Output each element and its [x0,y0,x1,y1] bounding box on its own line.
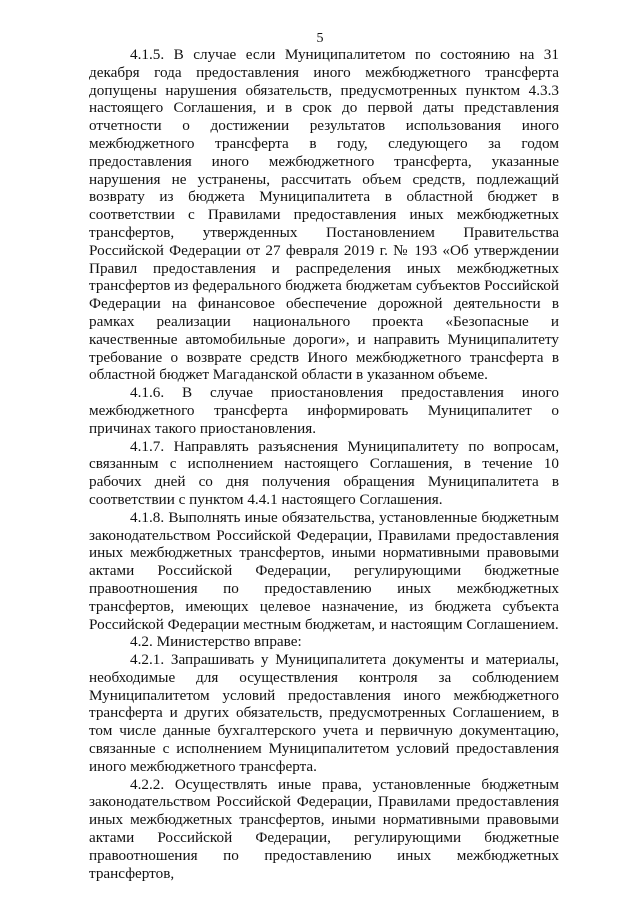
paragraph-4-1-6: 4.1.6. В случае приостановления предоставления иного межбюджетного трансферта информировать Муниципалитет о причинах такого приостановления. [89,384,559,437]
paragraph-4-2-1: 4.2.1. Запрашивать у Муниципалитета документы и материалы, необходимые для осуществления контроля за соблюдением Муниципалитетом условий предоставления иного межбюджетного трансферта и других обязательств, предусмотренных Соглашением, в том числе данные бухгалтерского учета и первичную документацию, связанные с исполнением Муниципалитетом условий предоставления иного межбюджетного трансферта. [89,651,559,775]
paragraph-4-2: 4.2. Министерство вправе: [130,633,302,651]
paragraph-4-1-7: 4.1.7. Направлять разъяснения Муниципалитету по вопросам, связанным с исполнением настоящего Соглашения, в течение 10 рабочих дней со дня получения обращения Муниципалитета в соответствии с пунктом 4.4.1 настоящего Соглашения. [89,437,559,508]
paragraph-4-2-2: 4.2.2. Осуществлять иные права, установленные бюджетным законодательством Российской Федерации, Правилами предоставления иных межбюджетных трансфертов, иными нормативными правовыми актами Российской Федерации, регулирующими бюджетные правоотношения по предоставлению иных межбюджетных трансфертов, [89,775,559,882]
paragraph-4-1-8: 4.1.8. Выполнять иные обязательства, установленные бюджетным законодательством Российской Федерации, Правилами предоставления иных межбюджетных трансфертов, иными нормативными правовыми актами Российской Федерации, регулирующими бюджетные правоотношения по предоставлению иных межбюджетных трансфертов, имеющих целевое назначение, из бюджета субъекта Российской Федерации местным бюджетам, и настоящим Соглашением. [89,508,559,633]
paragraph-4-1-5: 4.1.5. В случае если Муниципалитетом по состоянию на 31 декабря года предоставления иного межбюджетного трансферта допущены нарушения обязательств, предусмотренных пунктом 4.3.3 настоящего Соглашения, и в срок до первой даты представления отчетности о достижении результатов использования иного межбюджетного трансферта в году, следующего за годом предоставления иного межбюджетного трансферта, указанные нарушения не устранены, рассчитать объем средств, подлежащий возврату из бюджета Муниципалитета в областной бюджет в соответствии с Правилами предоставления иных межбюджетных трансфертов, утвержденных Постановлением Правительства Российской Федерации от 27 февраля 2019 г. № 193 «Об утверждении Правил предоставления и распределения иных межбюджетных трансфертов из федерального бюджета бюджетам субъектов Российской Федерации на финансовое обеспечение дорожной деятельности в рамках реализации национального проекта «Безопасные и качественные автомобильные дороги», и направить Муниципалитету требование о возврате средств Иного межбюджетного трансферта в областной бюджет Магаданской области в указанном объеме. [89,46,559,384]
page-number: 5 [316,31,324,46]
document-body [89,46,559,882]
